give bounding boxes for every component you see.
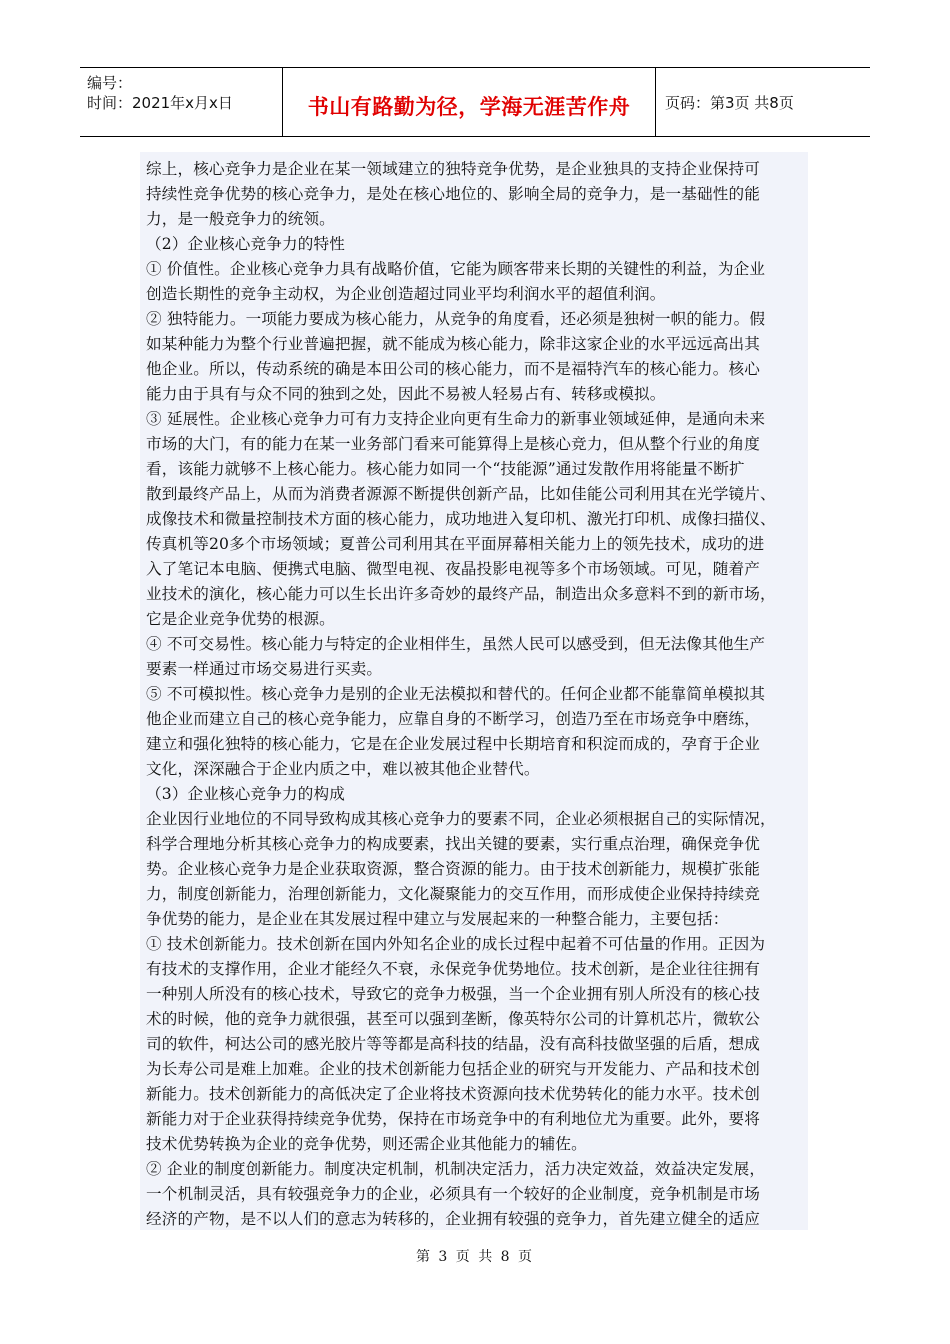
text-line: 成像技术和微量控制技术方面的核心能力，成功地进入复印机、激光打印机、成像扫描仪、 xyxy=(146,510,776,528)
body-text xyxy=(140,152,808,1230)
text-line: 看，该能力就够不上核心能力。核心能力如同一个“技能源”通过发散作用将能量不断扩 xyxy=(146,460,745,478)
page-footer: 第 3 页 共 8 页 xyxy=(415,1249,535,1265)
text-line: ③ 延展性。企业核心竞争力可有力支持企业向更有生命力的新事业领域延伸，是通向未来 xyxy=(146,410,766,428)
text-line: 力，制度创新能力，治理创新能力，文化凝聚能力的交互作用，而形成使企业保持持续竞 xyxy=(146,885,761,903)
text-line: ① 价值性。企业核心竞争力具有战略价值，它能为顾客带来长期的关键性的利益，为企业 xyxy=(146,260,766,278)
header-motto: 书山有路勤为径，学海无涯苦作舟 xyxy=(307,95,631,119)
text-line: 力，是一般竞争力的统领。 xyxy=(146,210,335,228)
text-line: 建立和强化独特的核心能力，它是在企业发展过程中长期培育和积淀而成的，孕育于企业 xyxy=(146,735,761,753)
text-line: 文化，深深融合于企业内质之中，难以被其他企业替代。 xyxy=(146,760,540,778)
header-motto-cell xyxy=(283,68,656,136)
text-line: 入了笔记本电脑、便携式电脑、微型电视、夜晶投影电视等多个市场领域。可见，随着产 xyxy=(146,560,761,578)
text-line: ④ 不可交易性。核心能力与特定的企业相伴生，虽然人民可以感受到，但无法像其他生产 xyxy=(146,635,766,653)
header-page-cell xyxy=(656,68,870,136)
header-page-info: 页码：第3页 共8页 xyxy=(665,94,794,112)
text-line: 他企业而建立自己的核心竞争能力，应靠自身的不断学习，创造乃至在市场竞争中磨练， xyxy=(146,710,761,728)
text-line: 一种别人所没有的核心技术，导致它的竞争力极强，当一个企业拥有别人所没有的核心技 xyxy=(146,985,761,1003)
number-label: 编号： xyxy=(87,74,133,92)
text-line: 司的软件，柯达公司的感光胶片等等都是高科技的结晶，没有高科技做坚强的后盾，想成 xyxy=(146,1035,761,1053)
text-line: 科学合理地分析其核心竞争力的构成要素，找出关键的要素，实行重点治理，确保竞争优 xyxy=(146,835,761,853)
header-meta xyxy=(80,68,283,136)
text-line: 经济的产物，是不以人们的意志为转移的，企业拥有较强的竞争力，首先建立健全的适应 xyxy=(146,1210,761,1228)
text-line: 争优势的能力，是企业在其发展过程中建立与发展起来的一种整合能力，主要包括： xyxy=(146,910,729,928)
text-line: 一个机制灵活，具有较强竞争力的企业，必须具有一个较好的企业制度，竞争机制是市场 xyxy=(146,1185,761,1203)
date-label: 时间：2021年x月x日 xyxy=(87,94,233,112)
text-line: ⑤ 不可模拟性。核心竞争力是别的企业无法模拟和替代的。任何企业都不能靠简单模拟其 xyxy=(146,685,766,703)
text-line: 有技术的支撑作用，企业才能经久不衰，永保竞争优势地位。技术创新，是企业往往拥有 xyxy=(146,960,761,978)
text-line: （3）企业核心竞争力的构成 xyxy=(146,785,345,803)
text-line: 为长寿公司是难上加难。企业的技术创新能力包括企业的研究与开发能力、产品和技术创 xyxy=(146,1060,761,1078)
text-line: 技术优势转换为企业的竞争优势，则还需企业其他能力的辅佐。 xyxy=(146,1135,587,1153)
text-line: ② 企业的制度创新能力。制度决定机制，机制决定活力，活力决定效益，效益决定发展， xyxy=(146,1160,766,1178)
text-line: 势。企业核心竞争力是企业获取资源，整合资源的能力。由于技术创新能力，规模扩张能 xyxy=(146,860,761,878)
text-line: 创造长期性的竞争主动权，为企业创造超过同业平均利润水平的超值利润。 xyxy=(146,285,666,303)
text-line: 企业因行业地位的不同导致构成其核心竞争力的要素不同，企业必须根据自己的实际情况， xyxy=(146,810,776,828)
page-header xyxy=(80,67,870,137)
text-line: 持续性竞争优势的核心竞争力，是处在核心地位的、影响全局的竞争力，是一基础性的能 xyxy=(146,185,761,203)
text-line: （2）企业核心竞争力的特性 xyxy=(146,235,345,253)
text-line: 术的时候，他的竞争力就很强，甚至可以强到垄断，像英特尔公司的计算机芯片，微软公 xyxy=(146,1010,761,1028)
text-line: 新能力对于企业获得持续竞争优势，保持在市场竞争中的有利地位尤为重要。此外，要将 xyxy=(146,1110,761,1128)
text-line: 传真机等20多个市场领域；夏普公司利用其在平面屏幕相关能力上的领先技术，成功的进 xyxy=(146,535,765,553)
text-line: 散到最终产品上，从而为消费者源源不断提供创新产品，比如佳能公司利用其在光学镜片、 xyxy=(146,485,776,503)
text-line: 业技术的演化，核心能力可以生长出许多奇妙的最终产品，制造出众多意料不到的新市场， xyxy=(146,585,776,603)
text-line: 综上，核心竞争力是企业在某一领域建立的独特竞争优势，是企业独具的支持企业保持可 xyxy=(146,160,761,178)
text-line: 他企业。所以，传动系统的确是本田公司的核心能力，而不是福特汽车的核心能力。核心 xyxy=(146,360,761,378)
text-line: 如某种能力为整个行业普遍把握，就不能成为核心能力，除非这家企业的水平远远高出其 xyxy=(146,335,761,353)
text-line: 它是企业竞争优势的根源。 xyxy=(146,610,335,628)
text-line: ② 独特能力。一项能力要成为核心能力，从竞争的角度看，还必须是独树一帜的能力。假 xyxy=(146,310,766,328)
text-line: 新能力。技术创新能力的高低决定了企业将技术资源向技术优势转化的能力水平。技术创 xyxy=(146,1085,761,1103)
text-line: ① 技术创新能力。技术创新在国内外知名企业的成长过程中起着不可估量的作用。正因为 xyxy=(146,935,766,953)
text-line: 能力由于具有与众不同的独到之处，因此不易被人轻易占有、转移或模拟。 xyxy=(146,385,666,403)
text-line: 市场的大门，有的能力在某一业务部门看来可能算得上是核心竞力，但从整个行业的角度 xyxy=(146,435,761,453)
text-line: 要素一样通过市场交易进行买卖。 xyxy=(146,660,383,678)
